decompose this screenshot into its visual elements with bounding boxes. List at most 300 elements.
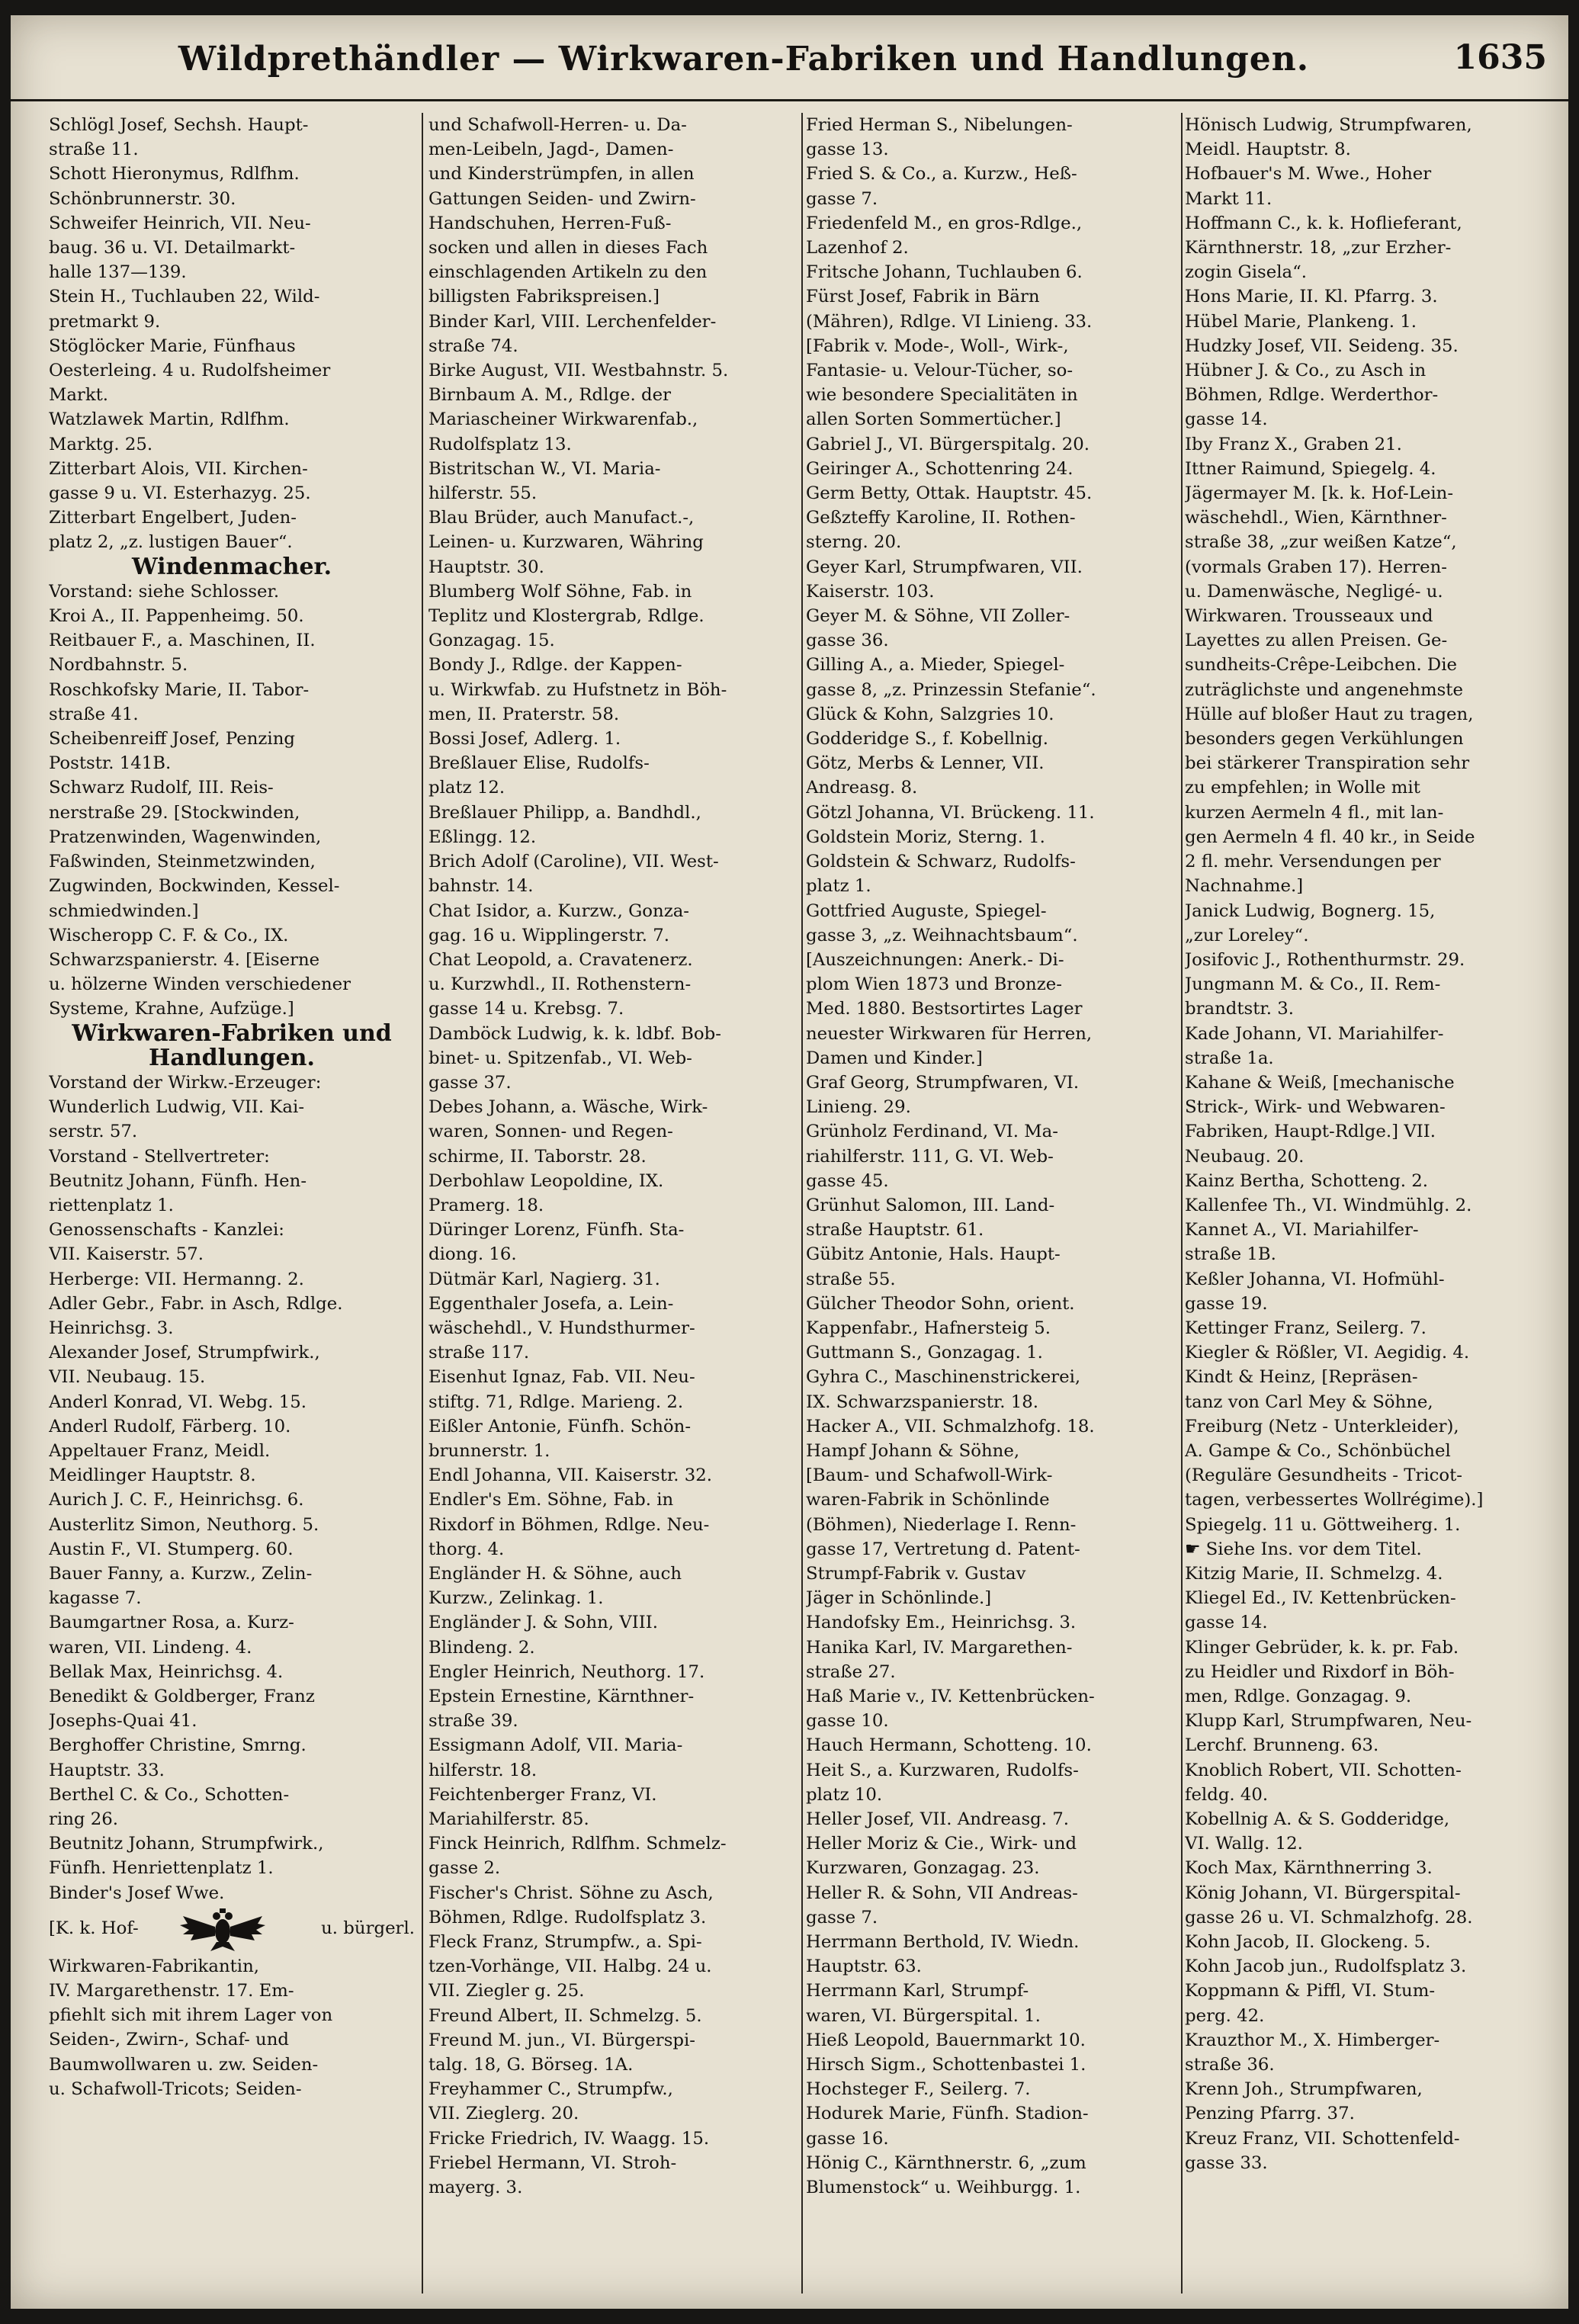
directory-line: straße 55. (806, 1269, 896, 1289)
directory-line: socken und allen in dieses Fach (428, 238, 708, 258)
directory-line: Anderl Rudolf, Färberg. 10. (49, 1416, 291, 1436)
directory-line: Marktg. 25. (49, 434, 153, 454)
directory-line: Pramerg. 18. (428, 1195, 544, 1215)
directory-line: sundheits-Crêpe-Leibchen. Die (1185, 655, 1457, 676)
directory-line: Geiringer A., Schottenring 24. (806, 458, 1074, 479)
directory-line: Fantasie- u. Velour-Tücher, so- (806, 361, 1074, 381)
directory-line: Med. 1880. Bestsortirtes Lager (806, 999, 1083, 1019)
directory-line: gasse 36. (806, 631, 889, 651)
directory-line: gasse 7. (806, 188, 878, 209)
directory-line: halle 137—139. (49, 262, 187, 283)
directory-line: Jungmann M. & Co., II. Rem- (1185, 974, 1441, 995)
directory-line: Kaiserstr. 103. (806, 581, 935, 602)
directory-line: Hülle auf bloßer Haut zu tragen, (1185, 704, 1474, 724)
directory-line: straße 1B. (1185, 1244, 1276, 1265)
directory-line: Beutnitz Johann, Strumpfwirk., (49, 1834, 324, 1854)
directory-line: Friedenfeld M., en gros-Rdlge., (806, 213, 1083, 233)
directory-line: kurzen Aermeln 4 fl., mit lan- (1185, 802, 1444, 823)
directory-line: Godderidge S., f. Kobellnig. (806, 729, 1049, 750)
directory-line: Bistritschan W., VI. Maria- (428, 458, 661, 479)
directory-line: hilferstr. 18. (428, 1760, 538, 1780)
directory-line: Goldstein Moriz, Sterng. 1. (806, 827, 1045, 847)
directory-line: Chat Isidor, a. Kurzw., Gonza- (428, 900, 689, 921)
directory-line: Layettes zu allen Preisen. Ge- (1185, 631, 1448, 651)
directory-line: Blau Brüder, auch Manufact.-, (428, 508, 695, 528)
directory-line: Vorstand - Stellvertreter: (49, 1146, 270, 1167)
directory-line: Guttmann S., Gonzagag. 1. (806, 1343, 1043, 1363)
directory-line: Kallenfee Th., VI. Windmühlg. 2. (1185, 1195, 1472, 1215)
directory-line: Hoffmann C., k. k. Hoflieferant, (1185, 213, 1462, 233)
directory-line: Scheibenreiff Josef, Penzing (49, 729, 295, 750)
directory-line: Fischer's Christ. Söhne zu Asch, (428, 1883, 714, 1903)
directory-line: gasse 2. (428, 1858, 501, 1879)
directory-line: gasse 8, „z. Prinzessin Stefanie“. (806, 679, 1096, 700)
directory-line: Pratzenwinden, Wagenwinden, (49, 827, 322, 847)
directory-line: Wirkwaren. Trousseaux und (1185, 606, 1433, 627)
directory-line: Kettinger Franz, Seilerg. 7. (1185, 1318, 1427, 1338)
directory-line: straße 1a. (1185, 1048, 1274, 1068)
directory-line: Hönisch Ludwig, Strumpfwaren, (1185, 115, 1472, 135)
directory-line: gen Aermeln 4 fl. 40 kr., in Seide (1185, 827, 1475, 847)
directory-line: Watzlawek Martin, Rdlfhm. (49, 409, 290, 430)
directory-line: u. Damenwäsche, Negligé- u. (1185, 581, 1443, 602)
directory-line: Josifovic J., Rothenthurmstr. 29. (1185, 949, 1465, 970)
directory-line: Gattungen Seiden- und Zwirn- (428, 188, 696, 209)
directory-line: VI. Wallg. 12. (1185, 1834, 1303, 1854)
directory-line: waren-Fabrik in Schönlinde (806, 1490, 1050, 1510)
directory-line: Brich Adolf (Caroline), VII. West- (428, 852, 719, 872)
directory-line: Meidlinger Hauptstr. 8. (49, 1465, 256, 1486)
directory-line: wäschehdl., Wien, Kärnthner- (1185, 508, 1447, 528)
directory-line: gasse 19. (1185, 1293, 1268, 1314)
directory-line: Graf Georg, Strumpfwaren, VI. (806, 1072, 1080, 1093)
directory-line: Fritsche Johann, Tuchlauben 6. (806, 262, 1083, 283)
directory-line: ☛ Siehe Ins. vor dem Titel. (1185, 1539, 1422, 1559)
directory-line: Hübel Marie, Plankeng. 1. (1185, 311, 1417, 332)
directory-line: Zitterbart Engelbert, Juden- (49, 508, 297, 528)
directory-line: Götzl Johanna, VI. Brückeng. 11. (806, 802, 1095, 823)
directory-line: straße 41. (49, 704, 139, 724)
section-heading: Windenmacher. (131, 554, 332, 579)
directory-line: Böhmen, Rdlge. Werderthor- (1185, 385, 1439, 406)
directory-line: Eßlingg. 12. (428, 827, 537, 847)
directory-line: Freund M. jun., VI. Bürgerspi- (428, 2030, 695, 2050)
directory-line: straße 39. (428, 1711, 518, 1732)
directory-line: Faßwinden, Steinmetzwinden, (49, 852, 316, 872)
directory-line: Vorstand der Wirkw.-Erzeuger: (49, 1072, 322, 1093)
directory-line: VII. Zieglerg. 20. (428, 2104, 579, 2124)
directory-line: tanz von Carl Mey & Söhne, (1185, 1392, 1433, 1412)
directory-line: (Mähren), Rdlge. VI Linieng. 33. (806, 311, 1093, 332)
directory-line: Debes Johann, a. Wäsche, Wirk- (428, 1097, 708, 1118)
directory-line: brunnerstr. 1. (428, 1440, 550, 1461)
directory-line: gasse 13. (806, 140, 889, 160)
directory-line: men, Rdlge. Gonzagag. 9. (1185, 1687, 1412, 1706)
directory-line: Breßlauer Elise, Rudolfs- (428, 753, 650, 774)
directory-line: pretmarkt 9. (49, 311, 161, 332)
directory-line: Berghoffer Christine, Smrng. (49, 1735, 306, 1756)
directory-line: Herrmann Karl, Strumpf- (806, 1981, 1029, 2001)
directory-line: Freyhammer C., Strumpfw., (428, 2079, 673, 2100)
directory-line: Feichtenberger Franz, VI. (428, 1784, 657, 1805)
directory-line: Zitterbart Alois, VII. Kirchen- (49, 458, 308, 479)
directory-line: u. Wirkwfab. zu Hufstnetz in Böh- (428, 679, 727, 700)
directory-line: gasse 14. (1185, 409, 1268, 430)
directory-line: gasse 3, „z. Weihnachtsbaum“. (806, 925, 1078, 945)
directory-line: Wunderlich Ludwig, VII. Kai- (49, 1097, 305, 1118)
directory-line: Handofsky Em., Heinrichsg. 3. (806, 1613, 1077, 1633)
directory-line: Strumpf-Fabrik v. Gustav (806, 1563, 1026, 1584)
directory-line: Kappenfabr., Hafnersteig 5. (806, 1318, 1051, 1338)
directory-line: serstr. 57. (49, 1122, 138, 1142)
directory-line: Birke August, VII. Westbahnstr. 5. (428, 361, 729, 381)
column-divider (422, 113, 423, 2294)
directory-line: wäschehdl., V. Hundsthurmer- (428, 1318, 695, 1338)
directory-line: Hübner J. & Co., zu Asch in (1185, 361, 1427, 381)
directory-line: Seiden-, Zwirn-, Schaf- und (49, 2030, 289, 2050)
directory-line: Schwarz Rudolf, III. Reis- (49, 778, 274, 798)
imperial-eagle-emblem (177, 1907, 268, 1953)
directory-line: [Fabrik v. Mode-, Woll-, Wirk-, (806, 335, 1069, 356)
directory-line: Breßlauer Philipp, a. Bandhdl., (428, 802, 701, 823)
directory-line: stiftg. 71, Rdlge. Marieng. 2. (428, 1392, 684, 1412)
directory-line: straße 117. (428, 1343, 530, 1363)
directory-line: gasse 10. (806, 1711, 889, 1732)
directory-line: und Schafwoll-Herren- u. Da- (428, 115, 687, 135)
directory-line: Fried Herman S., Nibelungen- (806, 115, 1073, 135)
directory-line: diong. 16. (428, 1244, 517, 1265)
directory-line: Gabriel J., VI. Bürgerspitalg. 20. (806, 434, 1090, 454)
directory-line: Bossi Josef, Adlerg. 1. (428, 729, 621, 750)
directory-line: VII. Ziegler g. 25. (428, 1981, 585, 2001)
directory-line: Böhmen, Rdlge. Rudolfsplatz 3. (428, 1907, 707, 1928)
directory-line: Hodurek Marie, Fünfh. Stadion- (806, 2104, 1089, 2124)
directory-line: Wischeropp C. F. & Co., IX. (49, 925, 289, 945)
directory-line: Düringer Lorenz, Fünfh. Sta- (428, 1220, 685, 1241)
directory-line: billigsten Fabrikspreisen.] (428, 287, 660, 307)
directory-line: Kahane & Weiß, [mechanische (1185, 1072, 1455, 1093)
directory-line: Kohn Jacob, II. Glockeng. 5. (1185, 1932, 1431, 1953)
directory-line: Freiburg (Netz - Unterkleider), (1185, 1416, 1459, 1436)
directory-line: bahnstr. 14. (428, 876, 534, 897)
directory-line: platz 1. (806, 876, 871, 897)
directory-line: Essigmann Adolf, VII. Maria- (428, 1735, 683, 1756)
directory-line: Gottfried Auguste, Spiegel- (806, 900, 1047, 921)
directory-line: Neubaug. 20. (1185, 1146, 1305, 1167)
directory-line: Derbohlaw Leopoldine, IX. (428, 1170, 664, 1191)
directory-line: Haß Marie v., IV. Kettenbrücken- (806, 1687, 1095, 1706)
directory-line: Krauzthor M., X. Himberger- (1185, 2030, 1440, 2050)
directory-line: IV. Margarethenstr. 17. Em- (49, 1981, 294, 2001)
directory-line: Strick-, Wirk- und Webwaren- (1185, 1097, 1446, 1118)
directory-line: Binder Karl, VIII. Lerchenfelder- (428, 311, 717, 332)
directory-line: Heit S., a. Kurzwaren, Rudolfs- (806, 1760, 1079, 1780)
directory-line: Krenn Joh., Strumpfwaren, (1185, 2079, 1423, 2100)
directory-line: König Johann, VI. Bürgerspital- (1185, 1883, 1461, 1903)
directory-line: Endler's Em. Söhne, Fab. in (428, 1490, 674, 1510)
directory-line: Schweifer Heinrich, VII. Neu- (49, 213, 311, 233)
directory-line: Markt. (49, 385, 109, 406)
directory-line: Jägermayer M. [k. k. Hof-Lein- (1185, 483, 1454, 504)
directory-line: straße 38, „zur weißen Katze“, (1185, 532, 1457, 553)
section-heading: Wirkwaren-Fabriken und (72, 1021, 392, 1046)
directory-line: Meidl. Hauptstr. 8. (1185, 140, 1351, 160)
directory-line: Leinen- u. Kurzwaren, Währing (428, 532, 704, 553)
directory-line: Berthel C. & Co., Schotten- (49, 1784, 290, 1805)
directory-line: Fabriken, Haupt-Rdlge.] VII. (1185, 1122, 1436, 1142)
directory-line: Hons Marie, II. Kl. Pfarrg. 3. (1185, 287, 1438, 307)
directory-line: Herrmann Berthold, IV. Wiedn. (806, 1932, 1080, 1953)
directory-line: Spiegelg. 11 u. Göttweiherg. 1. (1185, 1514, 1461, 1535)
page-header (11, 29, 1568, 101)
page-number: 1635 (1453, 38, 1547, 77)
directory-line: Hanika Karl, IV. Margarethen- (806, 1637, 1073, 1658)
directory-line: Hampf Johann & Söhne, (806, 1440, 1020, 1461)
directory-line: (Böhmen), Niederlage I. Renn- (806, 1514, 1077, 1535)
directory-line: Systeme, Krahne, Aufzüge.] (49, 999, 294, 1019)
directory-line: straße 27. (806, 1661, 896, 1682)
directory-line: gasse 33. (1185, 2152, 1268, 2173)
directory-line: plom Wien 1873 und Bronze- (806, 974, 1062, 995)
directory-line: Kliegel Ed., IV. Kettenbrücken- (1185, 1588, 1456, 1609)
directory-line: Heinrichsg. 3. (49, 1318, 174, 1338)
directory-line: Iby Franz X., Graben 21. (1185, 434, 1402, 454)
directory-line: zogin Gisela“. (1185, 262, 1308, 283)
directory-line: Kindt & Heinz, [Repräsen- (1185, 1367, 1418, 1388)
directory-line: Freund Albert, II. Schmelzg. 5. (428, 2005, 702, 2026)
directory-line: Gilling A., a. Mieder, Spiegel- (806, 655, 1065, 676)
directory-line: riahilferstr. 111, G. VI. Web- (806, 1146, 1054, 1167)
directory-line: Alexander Josef, Strumpfwirk., (49, 1343, 320, 1363)
directory-line: IX. Schwarzspanierstr. 18. (806, 1392, 1039, 1412)
directory-line: Fünfh. Henriettenplatz 1. (49, 1858, 274, 1879)
directory-line: gasse 14. (1185, 1613, 1268, 1633)
directory-line: Grünholz Ferdinand, VI. Ma- (806, 1122, 1058, 1142)
directory-line: Lazenhof 2. (806, 238, 909, 258)
directory-line: Friebel Hermann, VI. Stroh- (428, 2152, 677, 2173)
directory-line: Schott Hieronymus, Rdlfhm. (49, 164, 300, 185)
directory-line: Nordbahnstr. 5. (49, 655, 188, 676)
directory-line: Kärnthnerstr. 18, „zur Erzher- (1185, 238, 1452, 258)
directory-line: gasse 26 u. VI. Schmalzhofg. 28. (1185, 1907, 1473, 1928)
directory-line: Rixdorf in Böhmen, Rdlge. Neu- (428, 1514, 710, 1535)
directory-line: (vormals Graben 17). Herren- (1185, 557, 1447, 577)
directory-line: Eggenthaler Josefa, a. Lein- (428, 1293, 674, 1314)
directory-line: Hirsch Sigm., Schottenbastei 1. (806, 2055, 1086, 2075)
directory-line: Fricke Friedrich, IV. Waagg. 15. (428, 2128, 710, 2149)
directory-line: Bellak Max, Heinrichsg. 4. (49, 1661, 284, 1682)
directory-line: men-Leibeln, Jagd-, Damen- (428, 140, 674, 160)
directory-line: Kroi A., II. Pappenheimg. 50. (49, 606, 304, 627)
directory-line: thorg. 4. (428, 1539, 505, 1559)
directory-line: Reitbauer F., a. Maschinen, II. (49, 631, 316, 651)
directory-line: Jäger in Schönlinde.] (806, 1588, 992, 1609)
directory-line: „zur Loreley“. (1185, 925, 1309, 945)
directory-line: Chat Leopold, a. Cravatenerz. (428, 949, 693, 970)
directory-line: [Auszeichnungen: Anerk.- Di- (806, 949, 1064, 970)
directory-line: Eisenhut Ignaz, Fab. VII. Neu- (428, 1367, 695, 1388)
directory-line: waren, VII. Lindeng. 4. (49, 1637, 252, 1658)
directory-line: Genossenschafts - Kanzlei: (49, 1220, 284, 1241)
directory-line: allen Sorten Sommertücher.] (806, 409, 1061, 430)
directory-line: (Reguläre Gesundheits - Tricot- (1185, 1465, 1462, 1486)
directory-line: Nachnahme.] (1185, 876, 1304, 897)
directory-line: einschlagenden Artikeln zu den (428, 262, 708, 283)
directory-page (11, 15, 1568, 2309)
directory-line: gasse 14 u. Krebsg. 7. (428, 999, 624, 1019)
directory-line: Appeltauer Franz, Meidl. (49, 1440, 271, 1461)
directory-line: Kobellnig A. & S. Godderidge, (1185, 1809, 1450, 1830)
directory-line: Fürst Josef, Fabrik in Bärn (806, 287, 1040, 307)
directory-line: Grünhut Salomon, III. Land- (806, 1195, 1055, 1215)
directory-line: neuester Wirkwaren für Herren, (806, 1023, 1093, 1044)
directory-line: Hieß Leopold, Bauernmarkt 10. (806, 2030, 1086, 2050)
section-heading: Handlungen. (149, 1045, 315, 1071)
column-1 (49, 113, 415, 2294)
directory-line: Damen und Kinder.] (806, 1048, 983, 1068)
directory-line: Andreasg. 8. (806, 778, 918, 798)
directory-line: Hauptstr. 30. (428, 557, 544, 577)
directory-line: straße 36. (1185, 2055, 1275, 2075)
directory-line: Götz, Merbs & Lenner, VII. (806, 753, 1045, 774)
directory-line: schirme, II. Taborstr. 28. (428, 1146, 647, 1167)
directory-line: Schlögl Josef, Sechsh. Haupt- (49, 115, 309, 135)
directory-line: Geßzteffy Karoline, II. Rothen- (806, 508, 1076, 528)
directory-line: Keßler Johanna, VI. Hofmühl- (1185, 1269, 1445, 1289)
directory-line: Kurzwaren, Gonzagag. 23. (806, 1858, 1040, 1879)
directory-line: Endl Johanna, VII. Kaiserstr. 32. (428, 1465, 713, 1486)
directory-line: Beutnitz Johann, Fünfh. Hen- (49, 1170, 307, 1191)
directory-line: schmiedwinden.] (49, 900, 199, 921)
directory-line: Hauch Hermann, Schotteng. 10. (806, 1735, 1092, 1756)
directory-line: gasse 16. (806, 2128, 889, 2149)
directory-line: Aurich J. C. F., Heinrichsg. 6. (49, 1490, 304, 1510)
directory-line: Koppmann & Piffl, VI. Stum- (1185, 1981, 1436, 2001)
directory-line: Janick Ludwig, Bognerg. 15, (1185, 900, 1436, 921)
column-3 (806, 113, 1177, 2294)
column-divider (801, 113, 803, 2294)
directory-line: binet- u. Spitzenfab., VI. Web- (428, 1048, 692, 1068)
directory-line: [Baum- und Schafwoll-Wirk- (806, 1465, 1053, 1486)
directory-line: straße 11. (49, 140, 139, 160)
directory-line: Anderl Konrad, VI. Webg. 15. (49, 1392, 307, 1412)
directory-line: Kitzig Marie, II. Schmelzg. 4. (1185, 1563, 1443, 1584)
directory-line: Engler Heinrich, Neuthorg. 17. (428, 1661, 705, 1682)
directory-line: sterng. 20. (806, 532, 902, 553)
directory-line: brandtstr. 3. (1185, 999, 1295, 1019)
directory-line: riettenplatz 1. (49, 1195, 174, 1215)
directory-line: VII. Neubaug. 15. (49, 1367, 206, 1388)
directory-line: Knoblich Robert, VII. Schotten- (1185, 1760, 1462, 1780)
directory-line: Kade Johann, VI. Mariahilfer- (1185, 1023, 1444, 1044)
column-4 (1185, 113, 1555, 2294)
directory-line: Mariascheiner Wirkwarenfab., (428, 409, 698, 430)
directory-line: Binder's Josef Wwe. (49, 1883, 225, 1903)
directory-line: pfiehlt sich mit ihrem Lager von (49, 2005, 333, 2026)
directory-line: A. Gampe & Co., Schönbüchel (1185, 1440, 1451, 1461)
directory-line: Linieng. 29. (806, 1097, 911, 1118)
directory-line: men, II. Praterstr. 58. (428, 704, 620, 724)
directory-line: gasse 17, Vertretung d. Patent- (806, 1539, 1080, 1559)
directory-line: Fleck Franz, Strumpfw., a. Spi- (428, 1932, 702, 1953)
directory-line: Baumgartner Rosa, a. Kurz- (49, 1613, 294, 1633)
directory-line: Finck Heinrich, Rdlfhm. Schmelz- (428, 1834, 727, 1854)
directory-line: zuträglichste und angenehmste (1185, 679, 1463, 700)
column-2 (428, 113, 798, 2294)
directory-line: Benedikt & Goldberger, Franz (49, 1687, 315, 1706)
directory-line: Bondy J., Rdlge. der Kappen- (428, 655, 682, 676)
directory-line: Klinger Gebrüder, k. k. pr. Fab. (1185, 1637, 1459, 1658)
directory-line: Engländer J. & Sohn, VIII. (428, 1613, 659, 1633)
directory-line: Koch Max, Kärnthnerring 3. (1185, 1858, 1433, 1879)
directory-line: zu empfehlen; in Wolle mit (1185, 778, 1420, 798)
directory-line: Hochsteger F., Seilerg. 7. (806, 2079, 1031, 2100)
directory-line: gasse 45. (806, 1170, 889, 1191)
directory-line: Hauptstr. 63. (806, 1956, 922, 1977)
directory-line: Roschkofsky Marie, II. Tabor- (49, 679, 310, 700)
directory-line: gasse 37. (428, 1072, 512, 1093)
directory-line: Kiegler & Rößler, VI. Aegidig. 4. (1185, 1343, 1470, 1363)
directory-line: Epstein Ernestine, Kärnthner- (428, 1687, 695, 1706)
directory-line: bei stärkerer Transpiration sehr (1185, 753, 1470, 774)
directory-line: Teplitz und Klostergrab, Rdlge. (428, 606, 704, 627)
directory-line: gasse 9 u. VI. Esterhazyg. 25. (49, 483, 311, 504)
directory-line: Goldstein & Schwarz, Rudolfs- (806, 852, 1076, 872)
directory-line: Austin F., VI. Stumperg. 60. (49, 1539, 294, 1559)
eagle-row-right-text: u. bürgerl. (321, 1918, 415, 1938)
directory-line: hilferstr. 55. (428, 483, 538, 504)
directory-line: u. hölzerne Winden verschiedener (49, 974, 351, 995)
directory-line: Josephs-Quai 41. (49, 1711, 197, 1732)
directory-line: straße Hauptstr. 61. (806, 1220, 984, 1241)
directory-line: ring 26. (49, 1809, 118, 1830)
directory-line: Blindeng. 2. (428, 1637, 535, 1658)
directory-line: Blumenstock“ u. Weihburgg. 1. (806, 2178, 1081, 2198)
directory-line: und Kinderstrümpfen, in allen (428, 164, 695, 185)
directory-line: Heller Josef, VII. Andreasg. 7. (806, 1809, 1069, 1830)
directory-line: Glück & Kohn, Salzgries 10. (806, 704, 1054, 724)
directory-line: Handschuhen, Herren-Fuß- (428, 213, 672, 233)
directory-line: wie besondere Specialitäten in (806, 385, 1078, 406)
directory-line: Penzing Pfarrg. 37. (1185, 2104, 1355, 2124)
directory-line: Rudolfsplatz 13. (428, 434, 572, 454)
directory-line: Germ Betty, Ottak. Hauptstr. 45. (806, 483, 1093, 504)
directory-line: nerstraße 29. [Stockwinden, (49, 802, 300, 823)
directory-line: talg. 18, G. Börseg. 1A. (428, 2055, 634, 2075)
directory-line: platz 2, „z. lustigen Bauer“. (49, 532, 293, 553)
directory-line: Schönbrunnerstr. 30. (49, 188, 236, 209)
directory-line: zu Heidler und Rixdorf in Böh- (1185, 1661, 1455, 1682)
directory-line: Heller R. & Sohn, VII Andreas- (806, 1883, 1078, 1903)
directory-line: Stein H., Tuchlauben 22, Wild- (49, 287, 320, 307)
directory-line: mayerg. 3. (428, 2178, 523, 2198)
directory-line: Kohn Jacob jun., Rudolfsplatz 3. (1185, 1956, 1467, 1977)
directory-line: feldg. 40. (1185, 1784, 1269, 1805)
directory-line: Geyer M. & Söhne, VII Zoller- (806, 606, 1070, 627)
directory-line: Gonzagag. 15. (428, 631, 555, 651)
directory-line: Mariahilferstr. 85. (428, 1809, 589, 1830)
directory-line: Kainz Bertha, Schotteng. 2. (1185, 1170, 1429, 1191)
directory-line: Kurzw., Zelinkag. 1. (428, 1588, 604, 1609)
directory-line: 2 fl. mehr. Versendungen per (1185, 852, 1441, 872)
directory-line: Wirkwaren-Fabrikantin, (49, 1956, 260, 1976)
directory-line: Birnbaum A. M., Rdlge. der (428, 385, 671, 406)
directory-line: Markt 11. (1185, 188, 1273, 209)
directory-line: Blumberg Wolf Söhne, Fab. in (428, 581, 692, 602)
directory-line: Gülcher Theodor Sohn, orient. (806, 1293, 1075, 1314)
directory-line: baug. 36 u. VI. Detailmarkt- (49, 238, 296, 258)
eagle-row-left-text: [K. k. Hof- (49, 1918, 139, 1938)
